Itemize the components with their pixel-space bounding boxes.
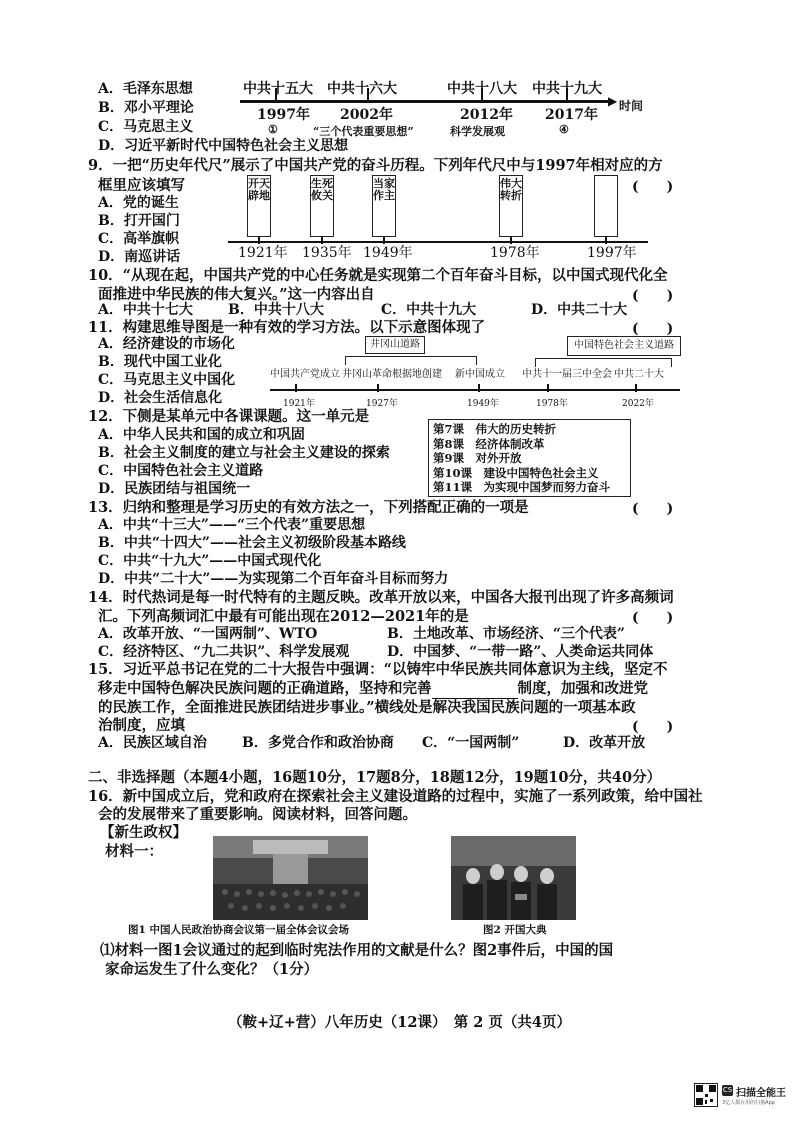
- q14-stem-1: 14．时代热词是每一时代特有的主题反映。改革开放以来，中国各大报刊出现了许多高频词: [88, 589, 674, 606]
- q16-sub1-line2: 家命运发生了什么变化？（1分）: [105, 961, 319, 978]
- q14-option-c: C．经济特区、“九二共识”、科学发展观: [98, 644, 350, 660]
- q13-option-a: A．中共“十三大”——“三个代表”重要思想: [98, 517, 366, 533]
- q14-answer-paren: ( ): [632, 610, 674, 626]
- q11-year-1949: 1949年: [467, 399, 499, 409]
- q12-lesson-7: 第7课 伟大的历史转折: [433, 422, 557, 436]
- q15-stem-2a: 移走中国特色解决民族问题的正确道路，坚持和完善: [98, 680, 432, 697]
- fig2-founding-ceremony-photo: [451, 836, 576, 920]
- q11-box-socialism: 中国特色社会主义道路: [567, 336, 681, 356]
- q8-option-d: D．习近平新时代中国特色社会主义思想: [98, 138, 349, 154]
- part2-heading: 二、非选择题（本题4小题，16题10分，17题8分，18题12分，19题10分，共40分）: [88, 769, 662, 786]
- q9-stem-1: 9．一把“历史年代尺”展示了中国共产党的奋斗历程。下列年代尺中与1997年相对应的方: [88, 157, 663, 174]
- q14-stem-2: 汇。下列高频词汇中最有可能出现在2012—2021年的是: [98, 608, 469, 625]
- q11-option-c: C．马克思主义中国化: [98, 372, 236, 388]
- q12-lesson-10: 第10课 建设中国特色社会主义: [433, 465, 599, 480]
- q15-stem-3: 的民族工作，全面推进民族团结进步事业。”横线处是解决我国民族问题的一项基本政: [98, 699, 636, 716]
- q9-option-b: B．打开国门: [98, 213, 180, 229]
- q12-option-c: C．中国特色社会主义道路: [98, 463, 264, 479]
- q8-option-a: A．毛泽东思想: [98, 81, 193, 97]
- q16-stem-1: 16．新中国成立后，党和政府在探索社会主义建设道路的过程中，实施了一系列政策，给中国社: [88, 788, 703, 805]
- q16-section-title: 【新生政权】: [100, 824, 187, 841]
- q9-year-1997: 1997年: [587, 245, 637, 261]
- q10-option-c: C．中共十九大: [381, 302, 477, 318]
- q11-answer-paren: ( ): [632, 321, 674, 337]
- q13-option-b: B．中共“十四大”——社会主义初级阶段基本路线: [98, 535, 406, 551]
- q8-event-18: 中共十八大: [447, 81, 517, 97]
- q8-mark-1: ①: [268, 123, 278, 136]
- q10-option-b: B．中共十八大: [228, 302, 324, 318]
- q15-option-a: A．民族区域自治: [98, 735, 207, 751]
- q8-event-15: 中共十五大: [243, 81, 313, 97]
- q8-year-2002: 2002年: [340, 107, 393, 123]
- q9-option-a: A．党的诞生: [98, 195, 179, 211]
- q13-stem: 13．归纳和整理是学习历史的有效方法之一，下列搭配正确的一项是: [88, 499, 529, 516]
- q8-event-19: 中共十九大: [532, 81, 602, 97]
- q15-stem-2: [98, 679, 648, 699]
- q12-lesson-box: [428, 419, 631, 497]
- q9-answer-paren: ( ): [632, 179, 674, 195]
- q9-box-3: 当家作主: [372, 175, 396, 237]
- q15-answer-paren: ( ): [632, 719, 674, 735]
- q11-event-5: 中共二十大: [614, 369, 664, 380]
- page-footer: （鞍+辽+营）八年历史（12课） 第 2 页（共4页）: [228, 1014, 571, 1031]
- q12-lesson-8: 第8课 经济体制改革: [433, 436, 545, 451]
- q12-option-b: B．社会主义制度的建立与社会主义建设的探索: [98, 445, 390, 461]
- q11-option-b: B．现代中国工业化: [98, 354, 222, 370]
- q9-box-1: 开天辟地: [247, 175, 271, 237]
- q15-stem-2b: 制度，加强和改进党: [517, 680, 648, 697]
- q9-box-2: 生死攸关: [310, 175, 334, 237]
- q8-axis-label: 时间: [619, 99, 644, 113]
- q12-lesson-11: 第11课 为实现中国梦而努力奋斗: [433, 480, 611, 494]
- q13-answer-paren: ( ): [632, 501, 674, 517]
- q16-sub1-line1: ⑴材料一图1会议通过的起到临时宪法作用的文献是什么？图2事件后，中国的国: [100, 942, 614, 959]
- q9-option-d: D．南巡讲话: [98, 249, 181, 265]
- q8-year-1997: 1997年: [257, 107, 310, 123]
- q8-option-c: C．马克思主义: [98, 119, 194, 135]
- q9-year-1935: 1935年: [302, 245, 352, 261]
- q15-fill-blank: [432, 684, 518, 699]
- q13-option-d: D．中共“二十大”——为实现第二个百年奋斗目标而努力: [98, 571, 449, 587]
- q9-year-1949: 1949年: [363, 245, 413, 261]
- q15-stem-1: 15．习近平总书记在党的二十大报告中强调：“以铸牢中华民族共同体意识为主线，坚定不: [88, 661, 668, 678]
- q10-stem-2: 面推进中华民族的伟大复兴。”这一内容出自: [98, 286, 375, 303]
- q12-lesson-9: 第9课 对外开放: [433, 451, 522, 465]
- q9-year-1921: 1921年: [238, 245, 288, 261]
- q10-option-a: A．中共十七大: [98, 302, 193, 318]
- fig1-cppcc-meeting-photo: [213, 836, 368, 920]
- q11-option-d: D．社会生活信息化: [98, 390, 223, 406]
- qr-code-icon: [694, 1083, 718, 1107]
- q11-event-1: 中国共产党成立: [270, 369, 340, 380]
- q8-mark-2: “三个代表重要思想”: [313, 125, 414, 138]
- q10-answer-paren: ( ): [632, 288, 674, 304]
- q11-year-1927: 1927年: [366, 399, 398, 409]
- q9-option-c: C．高举旗帜: [98, 231, 180, 247]
- q11-option-a: A．经济建设的市场化: [98, 336, 235, 352]
- q8-option-b: B．邓小平理论: [98, 100, 194, 116]
- q8-event-16: 中共十六大: [327, 81, 397, 97]
- q11-event-2: 井冈山革命根据地创建: [342, 369, 442, 380]
- q9-stem-2: 框里应该填写: [98, 177, 185, 194]
- q15-option-d: D．改革开放: [563, 735, 646, 751]
- q11-box-jinggangshan: 井冈山道路: [365, 336, 425, 354]
- q8-year-2012: 2012年: [460, 107, 513, 123]
- q10-stem-1: 10．“从现在起，中国共产党的中心任务就是实现第二个百年奋斗目标，以中国式现代化全: [88, 267, 668, 284]
- q9-box-4: 伟大转折: [499, 175, 523, 237]
- q11-year-2022: 2022年: [622, 399, 654, 409]
- q15-option-b: B．多党合作和政治协商: [242, 735, 394, 751]
- q14-option-b: B．土地改革、市场经济、“三个代表”: [387, 626, 625, 642]
- q12-stem: 12．下侧是某单元中各课课题。这一单元是: [88, 408, 370, 425]
- q16-stem-2: 会的发展带来了重要影响。阅读材料，回答问题。: [98, 806, 417, 823]
- watermark-brand: 扫描全能王: [736, 1088, 786, 1099]
- camscanner-logo-icon: CS: [722, 1086, 733, 1094]
- fig1-caption: 图1 中国人民政治协商会议第一届全体会议会场: [128, 924, 349, 936]
- q9-year-1978: 1978年: [490, 245, 540, 261]
- q11-year-1921: 1921年: [283, 399, 315, 409]
- q11-year-1978: 1978年: [536, 399, 568, 409]
- q8-mark-3: 科学发展观: [450, 125, 505, 138]
- q13-option-c: C．中共“十九大”——中国式现代化: [98, 553, 322, 569]
- q8-mark-4: ④: [559, 123, 569, 136]
- q8-year-2017: 2017年: [545, 107, 598, 123]
- q11-stem: 11．构建思维导图是一种有效的学习方法。以下示意图体现了: [88, 319, 486, 336]
- q12-option-d: D．民族团结与祖国统一: [98, 481, 251, 497]
- q16-material-label: 材料一：: [105, 843, 163, 860]
- q15-stem-4: 治制度，应填: [98, 717, 185, 734]
- q11-event-3: 新中国成立: [455, 369, 505, 380]
- watermark-subtitle: 3亿人都在用的扫描App: [722, 1100, 775, 1106]
- q15-option-c: C．“一国两制”: [422, 735, 520, 751]
- q12-option-a: A．中华人民共和国的成立和巩固: [98, 427, 305, 443]
- fig2-caption: 图2 开国大典: [483, 924, 547, 936]
- q11-event-4: 中共十一届三中全会: [522, 369, 612, 380]
- q14-option-a: A．改革开放、“一国两制”、WTO: [98, 626, 318, 642]
- q14-option-d: D．中国梦、“一带一路”、人类命运共同体: [387, 644, 654, 660]
- q10-option-d: D．中共二十大: [531, 302, 628, 318]
- q9-box-5-blank: [594, 175, 618, 237]
